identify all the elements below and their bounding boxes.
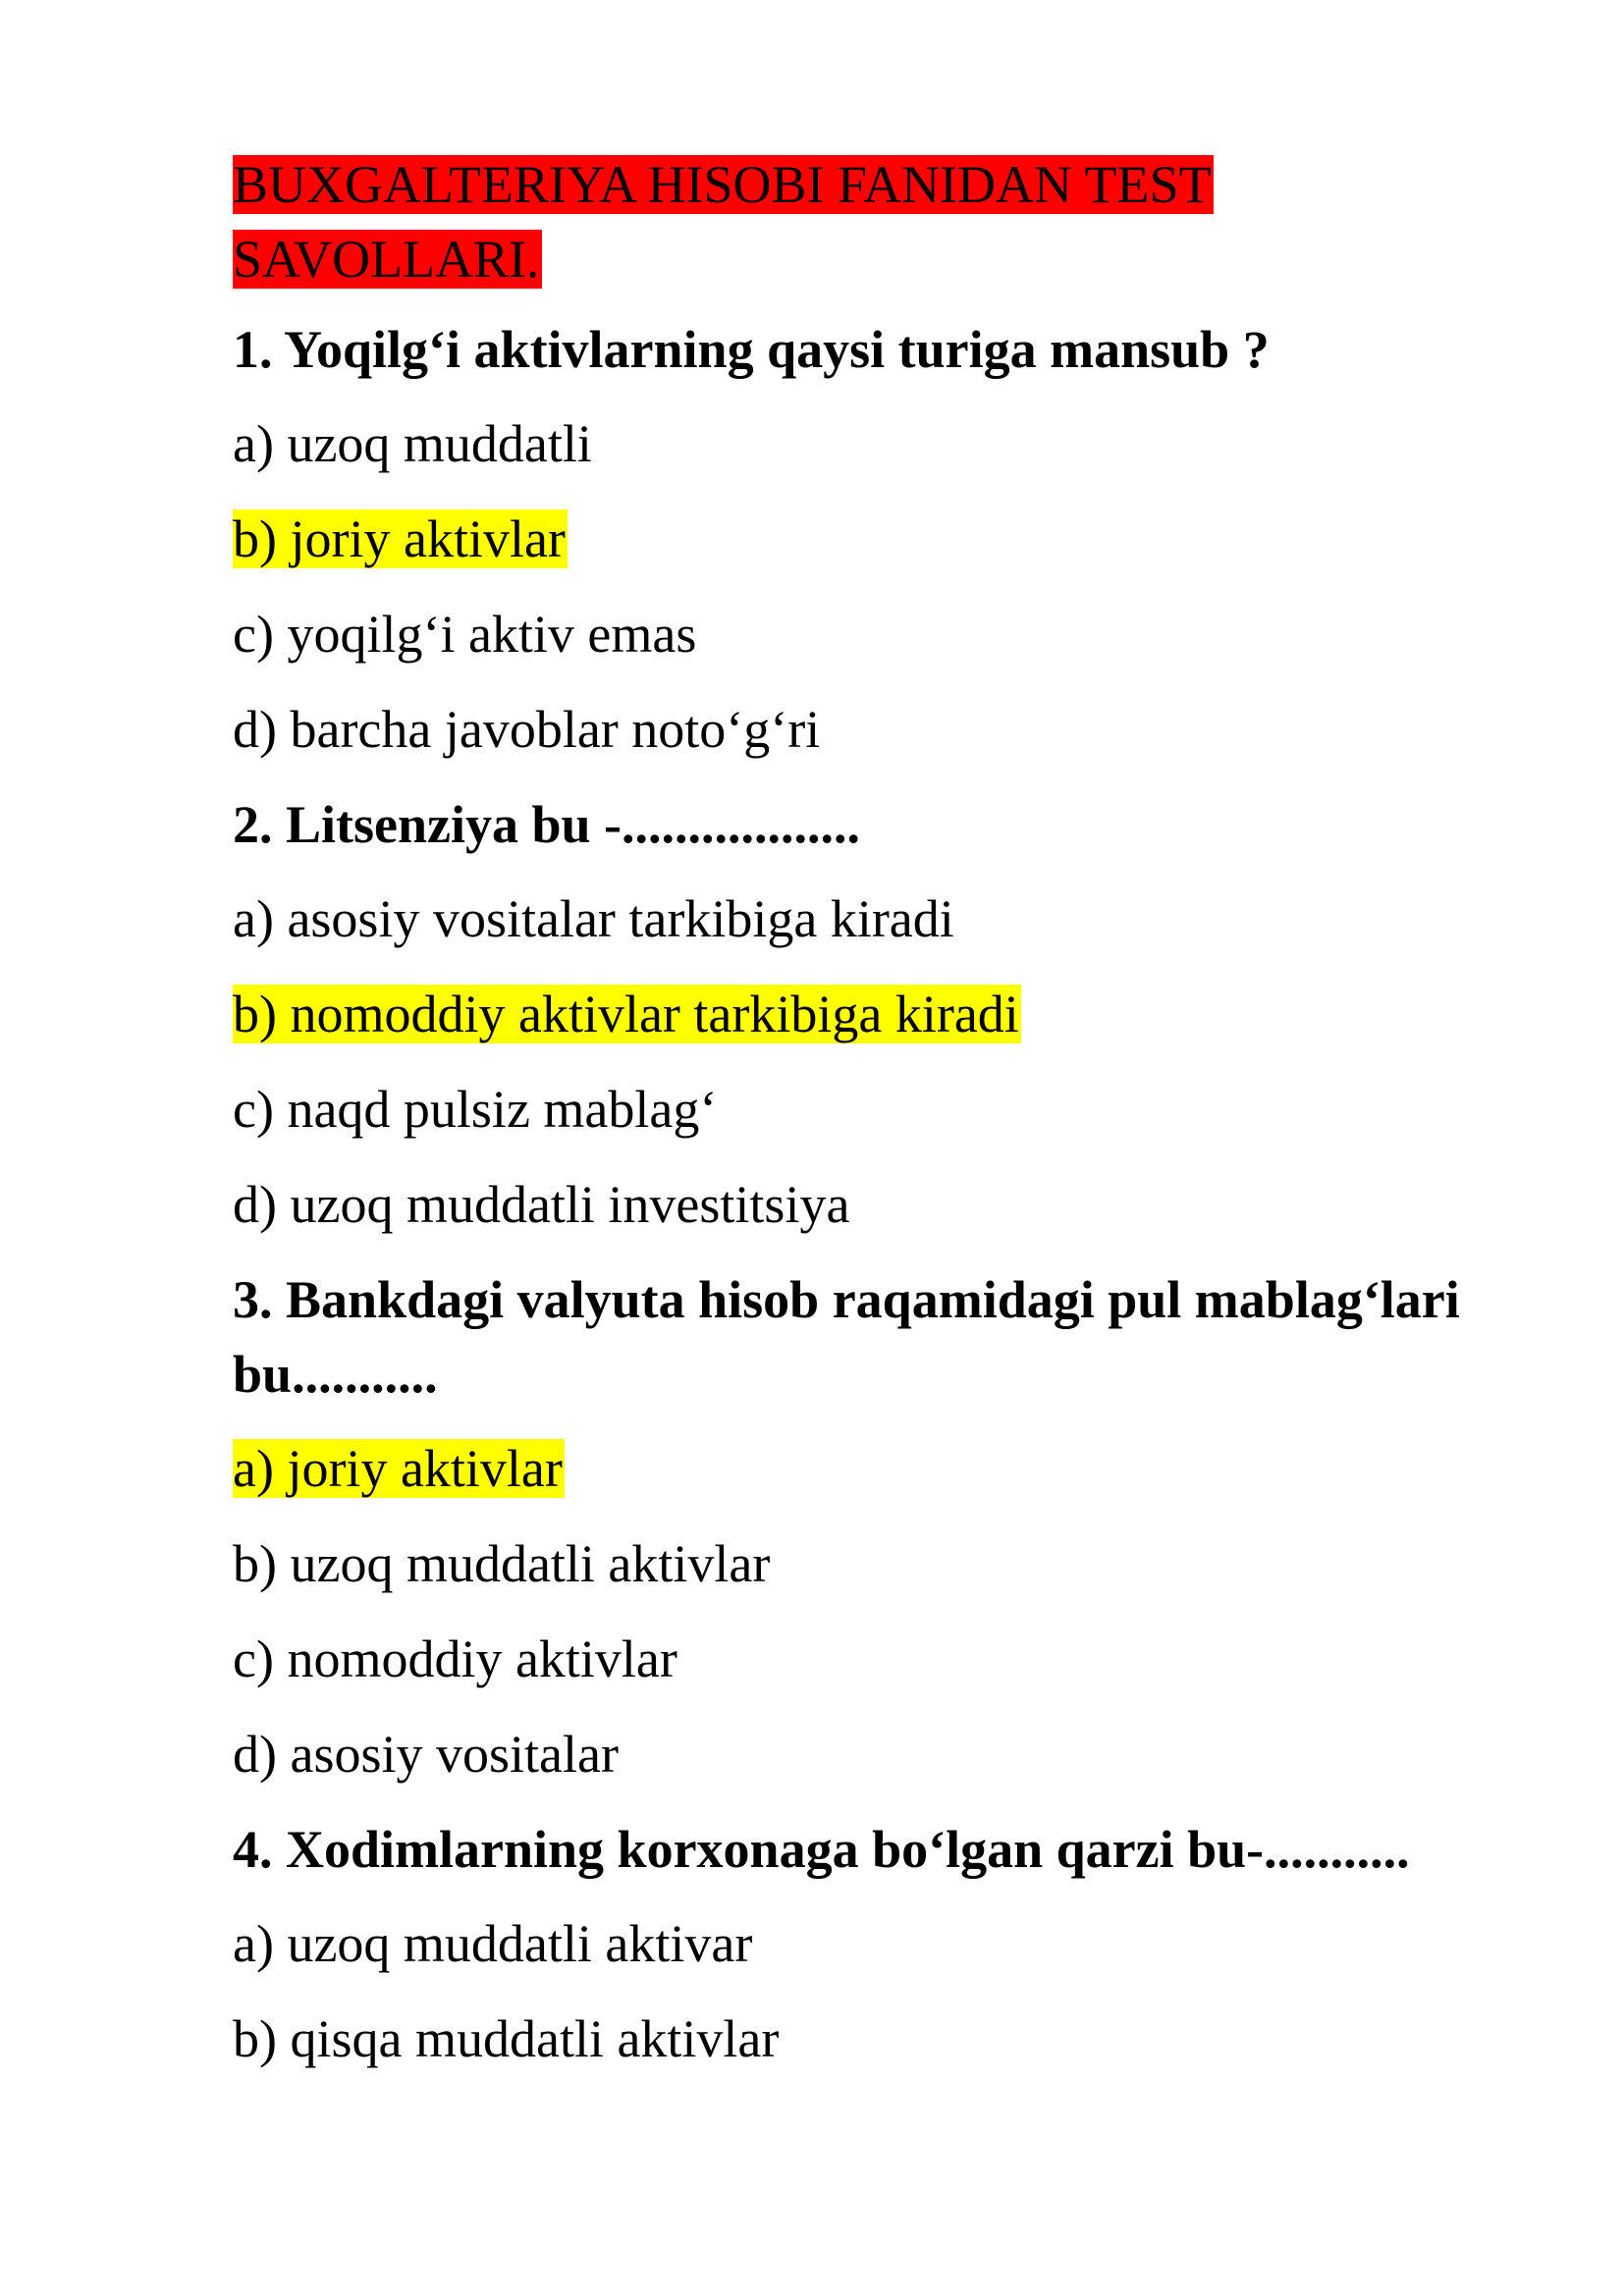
option-text-highlighted: b) joriy aktivlar [233, 509, 566, 568]
option-text: d) barcha javoblar noto‘g‘ri [233, 700, 821, 759]
document-title-line-1 [233, 147, 1539, 222]
question-1 [233, 312, 1539, 387]
question-3 [233, 1262, 1539, 1412]
document-content [233, 147, 1539, 2097]
option-text: c) naqd pulsiz mablag‘ [233, 1080, 718, 1139]
option-text-highlighted: a) joriy aktivlar [233, 1439, 563, 1498]
option-text: d) asosiy vositalar [233, 1725, 619, 1784]
option-text: b) qisqa muddatli aktivlar [233, 2009, 780, 2068]
question-2 [233, 787, 1539, 862]
option-text: a) asosiy vositalar tarkibiga kiradi [233, 889, 954, 948]
option-3a [233, 1431, 1539, 1506]
option-2c [233, 1072, 1539, 1147]
option-text: a) uzoq muddatli [233, 414, 592, 473]
document-title-line-2 [233, 222, 1539, 296]
option-3c [233, 1622, 1539, 1696]
option-text: d) uzoq muddatli investitsiya [233, 1175, 850, 1234]
option-1a [233, 406, 1539, 481]
question-text: 1. Yoqilg‘i aktivlarning qaysi turiga mansub ? [233, 320, 1270, 379]
title-text-1: BUXGALTERIYA HISOBI FANIDAN TEST [233, 155, 1212, 214]
option-2b [233, 977, 1539, 1051]
question-4 [233, 1812, 1539, 1887]
option-text: a) uzoq muddatli aktivar [233, 1914, 753, 1973]
option-text-highlighted: b) nomoddiy aktivlar tarkibiga kiradi [233, 985, 1019, 1043]
option-text: c) nomoddiy aktivlar [233, 1629, 677, 1688]
option-text: c) yoqilg‘i aktiv emas [233, 605, 697, 664]
option-4a [233, 1906, 1539, 1981]
question-text: 2. Litsenziya bu -.................. [233, 795, 861, 854]
option-2d [233, 1167, 1539, 1242]
option-2a [233, 881, 1539, 956]
title-text-2: SAVOLLARI. [233, 230, 540, 289]
option-3b [233, 1526, 1539, 1601]
option-1b [233, 502, 1539, 576]
option-text: b) uzoq muddatli aktivlar [233, 1534, 771, 1593]
option-1d [233, 692, 1539, 767]
question-text: 4. Xodimlarning korxonaga bo‘lgan qarzi bu-........... [233, 1820, 1410, 1879]
option-1c [233, 597, 1539, 671]
question-text-line-1: 3. Bankdagi valyuta hisob raqamidagi pul mablag‘lari [233, 1270, 1460, 1329]
option-4b [233, 2002, 1539, 2076]
question-text-line-2: bu........... [233, 1345, 438, 1404]
option-3d [233, 1717, 1539, 1791]
